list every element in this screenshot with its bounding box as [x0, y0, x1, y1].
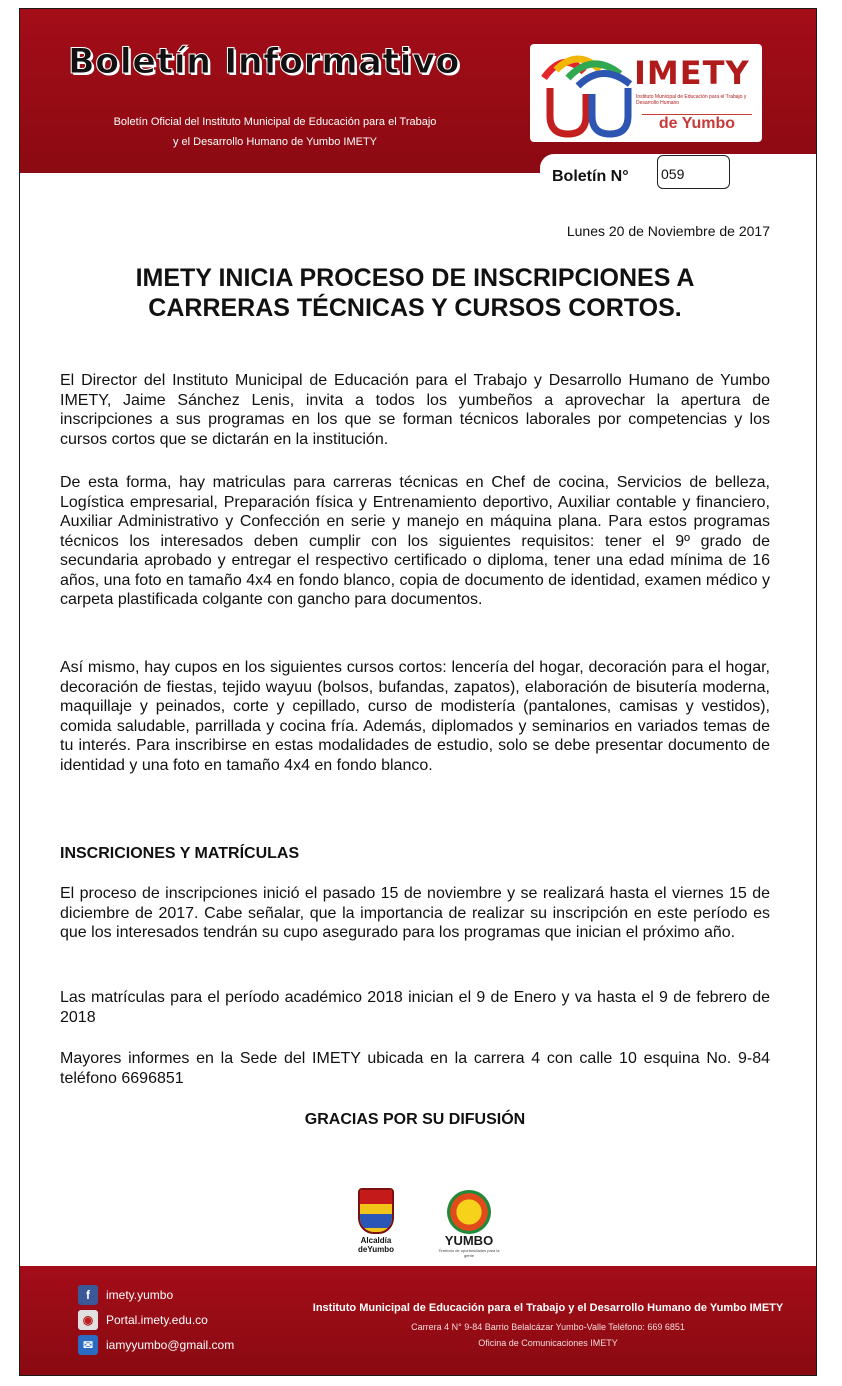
yumbo-brand-logo — [436, 1190, 502, 1260]
paragraph-enrollment-dates: Las matrículas para el período académico 2018 inician el 9 de Enero y va hasta el 9 de febrero de 2018 — [60, 989, 770, 1026]
header-subtitle-line2: y el Desarrollo Humano de Yumbo IMETY — [173, 136, 377, 148]
headline — [60, 263, 770, 323]
header-subtitle — [80, 112, 470, 152]
headline-line1: IMETY INICIA PROCESO DE INSCRIPCIONES A — [135, 264, 695, 292]
imety-logo-place: de Yumbo — [642, 114, 752, 133]
paragraph-contact-info: Mayores informes en la Sede del IMETY ubicada en la carrera 4 con calle 10 esquina No. 9-84 teléfono 6696851 — [60, 1050, 770, 1087]
facebook-handle[interactable]: imety.yumbo — [106, 1288, 174, 1302]
facebook-icon: f — [78, 1285, 98, 1305]
imety-logo — [530, 44, 762, 142]
paragraph-technical-careers: De esta forma, hay matriculas para carreras técnicas en Chef de cocina, Servicios de belleza, Logística empresarial, Preparación física y Entrenamiento deportivo, Auxiliar contable y financiero, Auxiliar Administrativo y Confección en serie y manejo en máquina plana. Para estos programas técnicos los interesados deben cumplir con los siguientes requisitos: tener el 9º grado de secundaria aprobado y entregar el respectivo certificado o diploma, tener una edad mínima de 16 años, una foto en tamaño 4x4 en fondo blanco, copia de documento de identidad, examen médico y carpeta plastificada colgante con gancho para documentos. — [60, 474, 770, 608]
alcaldia-yumbo-logo — [352, 1188, 400, 1256]
website-link[interactable]: Portal.imety.edu.co — [106, 1313, 208, 1327]
email-link[interactable]: iamyyumbo@gmail.com — [106, 1338, 235, 1352]
alcaldia-logo-line1: Alcaldía — [360, 1236, 392, 1245]
imety-logo-name: IMETY — [634, 54, 750, 92]
yumbo-brand-word: YUMBO — [444, 1233, 494, 1248]
footer-address: Carrera 4 N° 9-84 Barrio Belalcázar Yumbo-Valle Teléfono: 669 6851 — [411, 1322, 685, 1332]
header-subtitle-line1: Boletín Oficial del Instituto Municipal de Educación para el Trabajo — [113, 116, 437, 128]
website-contact[interactable] — [78, 1310, 208, 1330]
alcaldia-logo-line2: deYumbo — [357, 1245, 394, 1254]
headline-line2: CARRERAS TÉCNICAS Y CURSOS CORTOS. — [148, 294, 682, 322]
email-contact[interactable] — [78, 1335, 234, 1355]
yumbo-brand-tagline: Territorio de oportunidades para la gente — [438, 1248, 500, 1258]
bulletin-number-field: 059 — [657, 155, 730, 189]
paragraph-short-courses: Así mismo, hay cupos en los siguientes cursos cortos: lencería del hogar, decoración para el hogar, decoración de fiestas, tejido wayuu (bolsos, bufandas, zapatos), elaboración de bisutería moderna, maquillaje y peinados, corte y cepillado, curso de modistería (pantalones, camisas y vestidos), comida saludable, parrillada y cocina fría. Además, diplomados y seminarios en variados temas de tu interés. Para inscribirse en estas modalidades de estudio, solo se debe presentar documento de identidad y una foto en tamaño 4x4 en fondo blanco. — [60, 659, 770, 774]
imety-logo-description: Instituto Municipal de Educación para el Trabajo y Desarrollo Humano — [636, 94, 747, 106]
closing-thanks: GRACIAS POR SU DIFUSIÓN — [304, 1111, 526, 1128]
paragraph-intro: El Director del Instituto Municipal de Educación para el Trabajo y Desarrollo Humano de Yumbo IMETY, Jaime Sánchez Lenis, invita a todos los yumbeños a aprovechar la apertura de inscripciones a sus programas en los que se forman técnicos laborales por competencias y los cursos cortos que se dictarán en la institución. — [60, 372, 770, 448]
paragraph-registration-dates: El proceso de inscripciones inició el pasado 15 de noviembre y se realizará hasta el viernes 15 de diciembre de 2017. Cabe señalar, que la importancia de realizar su inscripción en este período es que los interesados tendrán su cupo asegurado para los programas que inician el próximo año. — [60, 885, 770, 941]
alcaldia-logo-text — [352, 1236, 400, 1254]
coat-of-arms-icon — [358, 1188, 394, 1234]
envelope-icon: ✉ — [78, 1335, 98, 1355]
thumbs-up-icon — [447, 1190, 491, 1234]
bulletin-title: Boletín Informativo — [68, 42, 460, 82]
globe-icon: ◉ — [78, 1310, 98, 1330]
section-title-enrollment: INSCRICIONES Y MATRÍCULAS — [60, 845, 300, 862]
footer-organization: Instituto Municipal de Educación para el Trabajo y el Desarrollo Humano de Yumbo IMETY — [312, 1302, 784, 1314]
facebook-contact[interactable] — [78, 1285, 173, 1305]
footer-office: Oficina de Comunicaciones IMETY — [478, 1338, 618, 1348]
bulletin-number-label: Boletín N° — [552, 168, 629, 185]
publication-date: Lunes 20 de Noviembre de 2017 — [566, 223, 770, 239]
imety-logo-mark-icon — [534, 48, 638, 140]
